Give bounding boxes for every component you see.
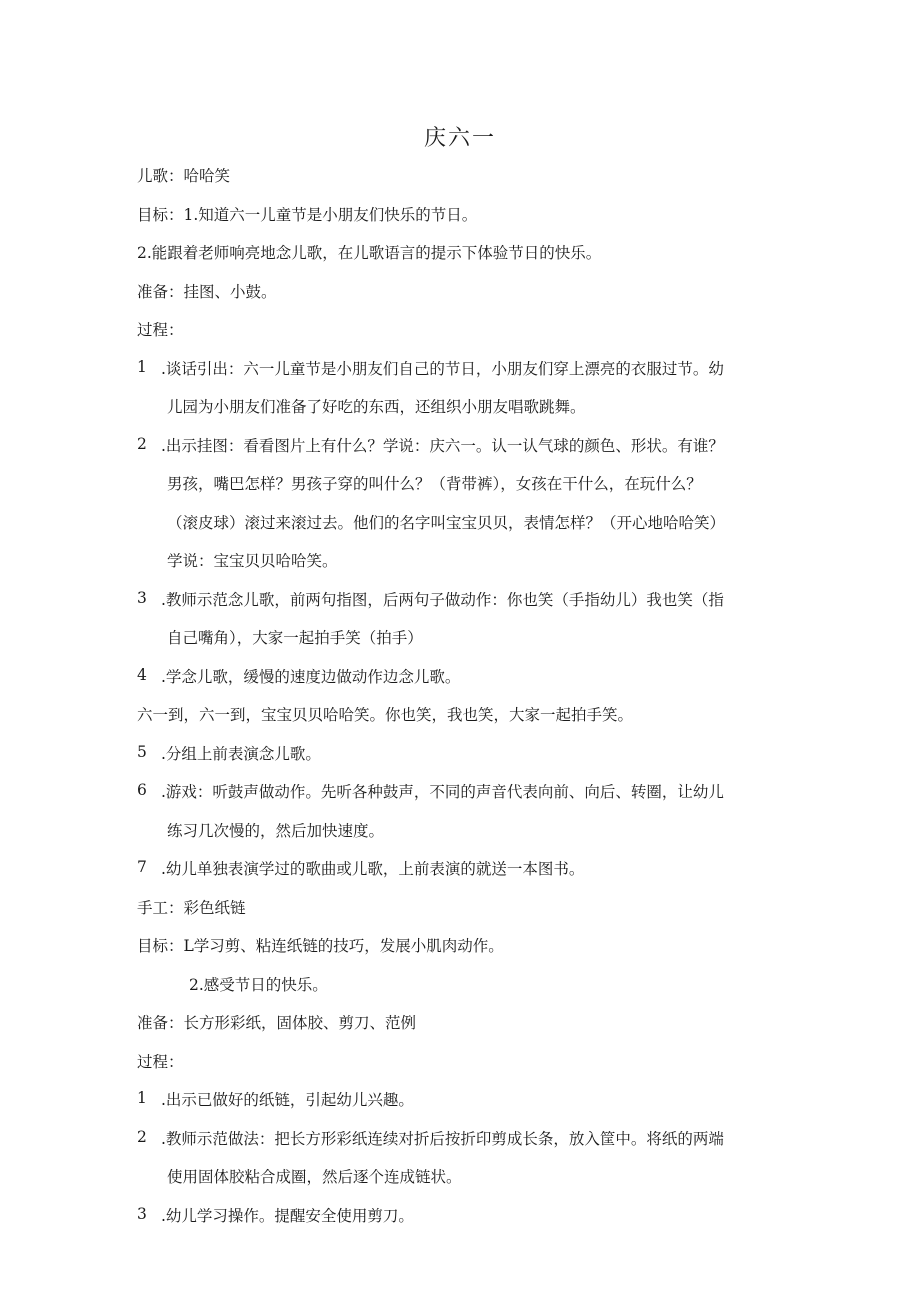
step-text-line: .教师示范念儿歌，前两句指图，后两句子做动作：你也笑（手指幼儿）我也笑（指 [161,590,724,609]
step-text-line: .游戏：听鼓声做动作。先听各种鼓声，不同的声音代表向前、向后、转圈，让幼儿 [161,783,724,801]
step-number: 6 [137,781,147,799]
craft-process-steps-list [137,1089,787,1243]
song-step-5 [137,743,787,782]
step-text-line: .谈话引出：六一儿童节是小朋友们自己的节日，小朋友们穿上漂亮的衣服过节。幼 [161,359,724,378]
section-heading-craft: 手工：彩色纸链 [137,898,246,917]
craft-step-1 [137,1089,787,1128]
step-number: 3 [137,1204,147,1223]
process-label: 过程： [137,321,184,339]
step-number: 1 [137,1089,147,1107]
section-heading-song: 儿歌：哈哈笑 [137,167,231,185]
song-step-1 [137,358,787,435]
craft-goal-line-1: 目标：L学习剪、粘连纸链的技巧，发展小肌肉动作。 [137,937,504,955]
step-text-line: 自己嘴角），大家一起拍手笑（拍手） [167,629,423,647]
step-number: 1 [137,357,147,376]
step-text-line: 男孩，嘴巴怎样？男孩子穿的叫什么？（背带裤），女孩在干什么，在玩什么？ [167,475,702,493]
document-body [137,165,787,1243]
step-text-line: .学念儿歌，缓慢的速度边做动作边念儿歌。 [161,667,461,686]
step-text-line: 练习几次慢的，然后加快速度。 [167,821,385,840]
step-number: 2 [137,1127,147,1146]
craft-step-2 [137,1128,787,1205]
step-text-line: 使用固体胶粘合成圈，然后逐个连成链状。 [167,1168,462,1186]
process-steps-list [137,358,787,705]
step-text-line: .幼儿单独表演学过的歌曲或儿歌，上前表演的就送一本图书。 [161,860,585,878]
craft-preparation-line: 准备：长方形彩纸，固体胶、剪刀、范例 [137,1014,417,1032]
step-text-line: （滚皮球）滚过来滚过去。他们的名字叫宝宝贝贝，表情怎样？（开心地哈哈笑） [167,513,726,532]
goal-line-1: 目标：1.知道六一儿童节是小朋友们快乐的节日。 [137,205,478,224]
step-number: 2 [137,434,147,453]
preparation-line: 准备：挂图、小鼓。 [137,282,277,301]
craft-goal-line-2: 2.感受节日的快乐。 [189,975,328,994]
craft-step-3 [137,1205,787,1244]
song-step-6 [137,781,787,858]
step-number: 3 [137,588,147,607]
step-text-line: .出示已做好的纸链，引起幼儿兴趣。 [161,1091,414,1109]
craft-process-label: 过程： [137,1052,184,1071]
step-text-line: .幼儿学习操作。提醒安全使用剪刀。 [161,1206,414,1225]
song-step-4 [137,666,787,705]
goal-line-2: 2.能跟着老师响亮地念儿歌，在儿歌语言的提示下体验节日的快乐。 [137,244,602,262]
step-text-line: .教师示范做法：把长方形彩纸连续对折后按折印剪成长条，放入筐中。将纸的两端 [161,1129,724,1148]
process-steps-list-continued [137,743,787,897]
step-text-line: .出示挂图：看看图片上有什么？学说：庆六一。认一认气球的颜色、形状。有谁？ [161,436,724,455]
step-number: 4 [137,665,147,684]
song-step-2 [137,435,787,589]
step-number: 5 [137,742,147,761]
song-step-7 [137,858,787,897]
poem-line: 六一到，六一到，宝宝贝贝哈哈笑。你也笑，我也笑，大家一起拍手笑。 [137,706,634,724]
step-text-line: 儿园为小朋友们准备了好吃的东西，还组织小朋友唱歌跳舞。 [167,398,586,416]
step-number: 7 [137,858,147,876]
step-text-line: 学说：宝宝贝贝哈哈笑。 [167,552,338,570]
step-text-line: .分组上前表演念儿歌。 [161,744,321,763]
song-step-3 [137,589,787,666]
page-title: 庆六一 [423,126,496,151]
